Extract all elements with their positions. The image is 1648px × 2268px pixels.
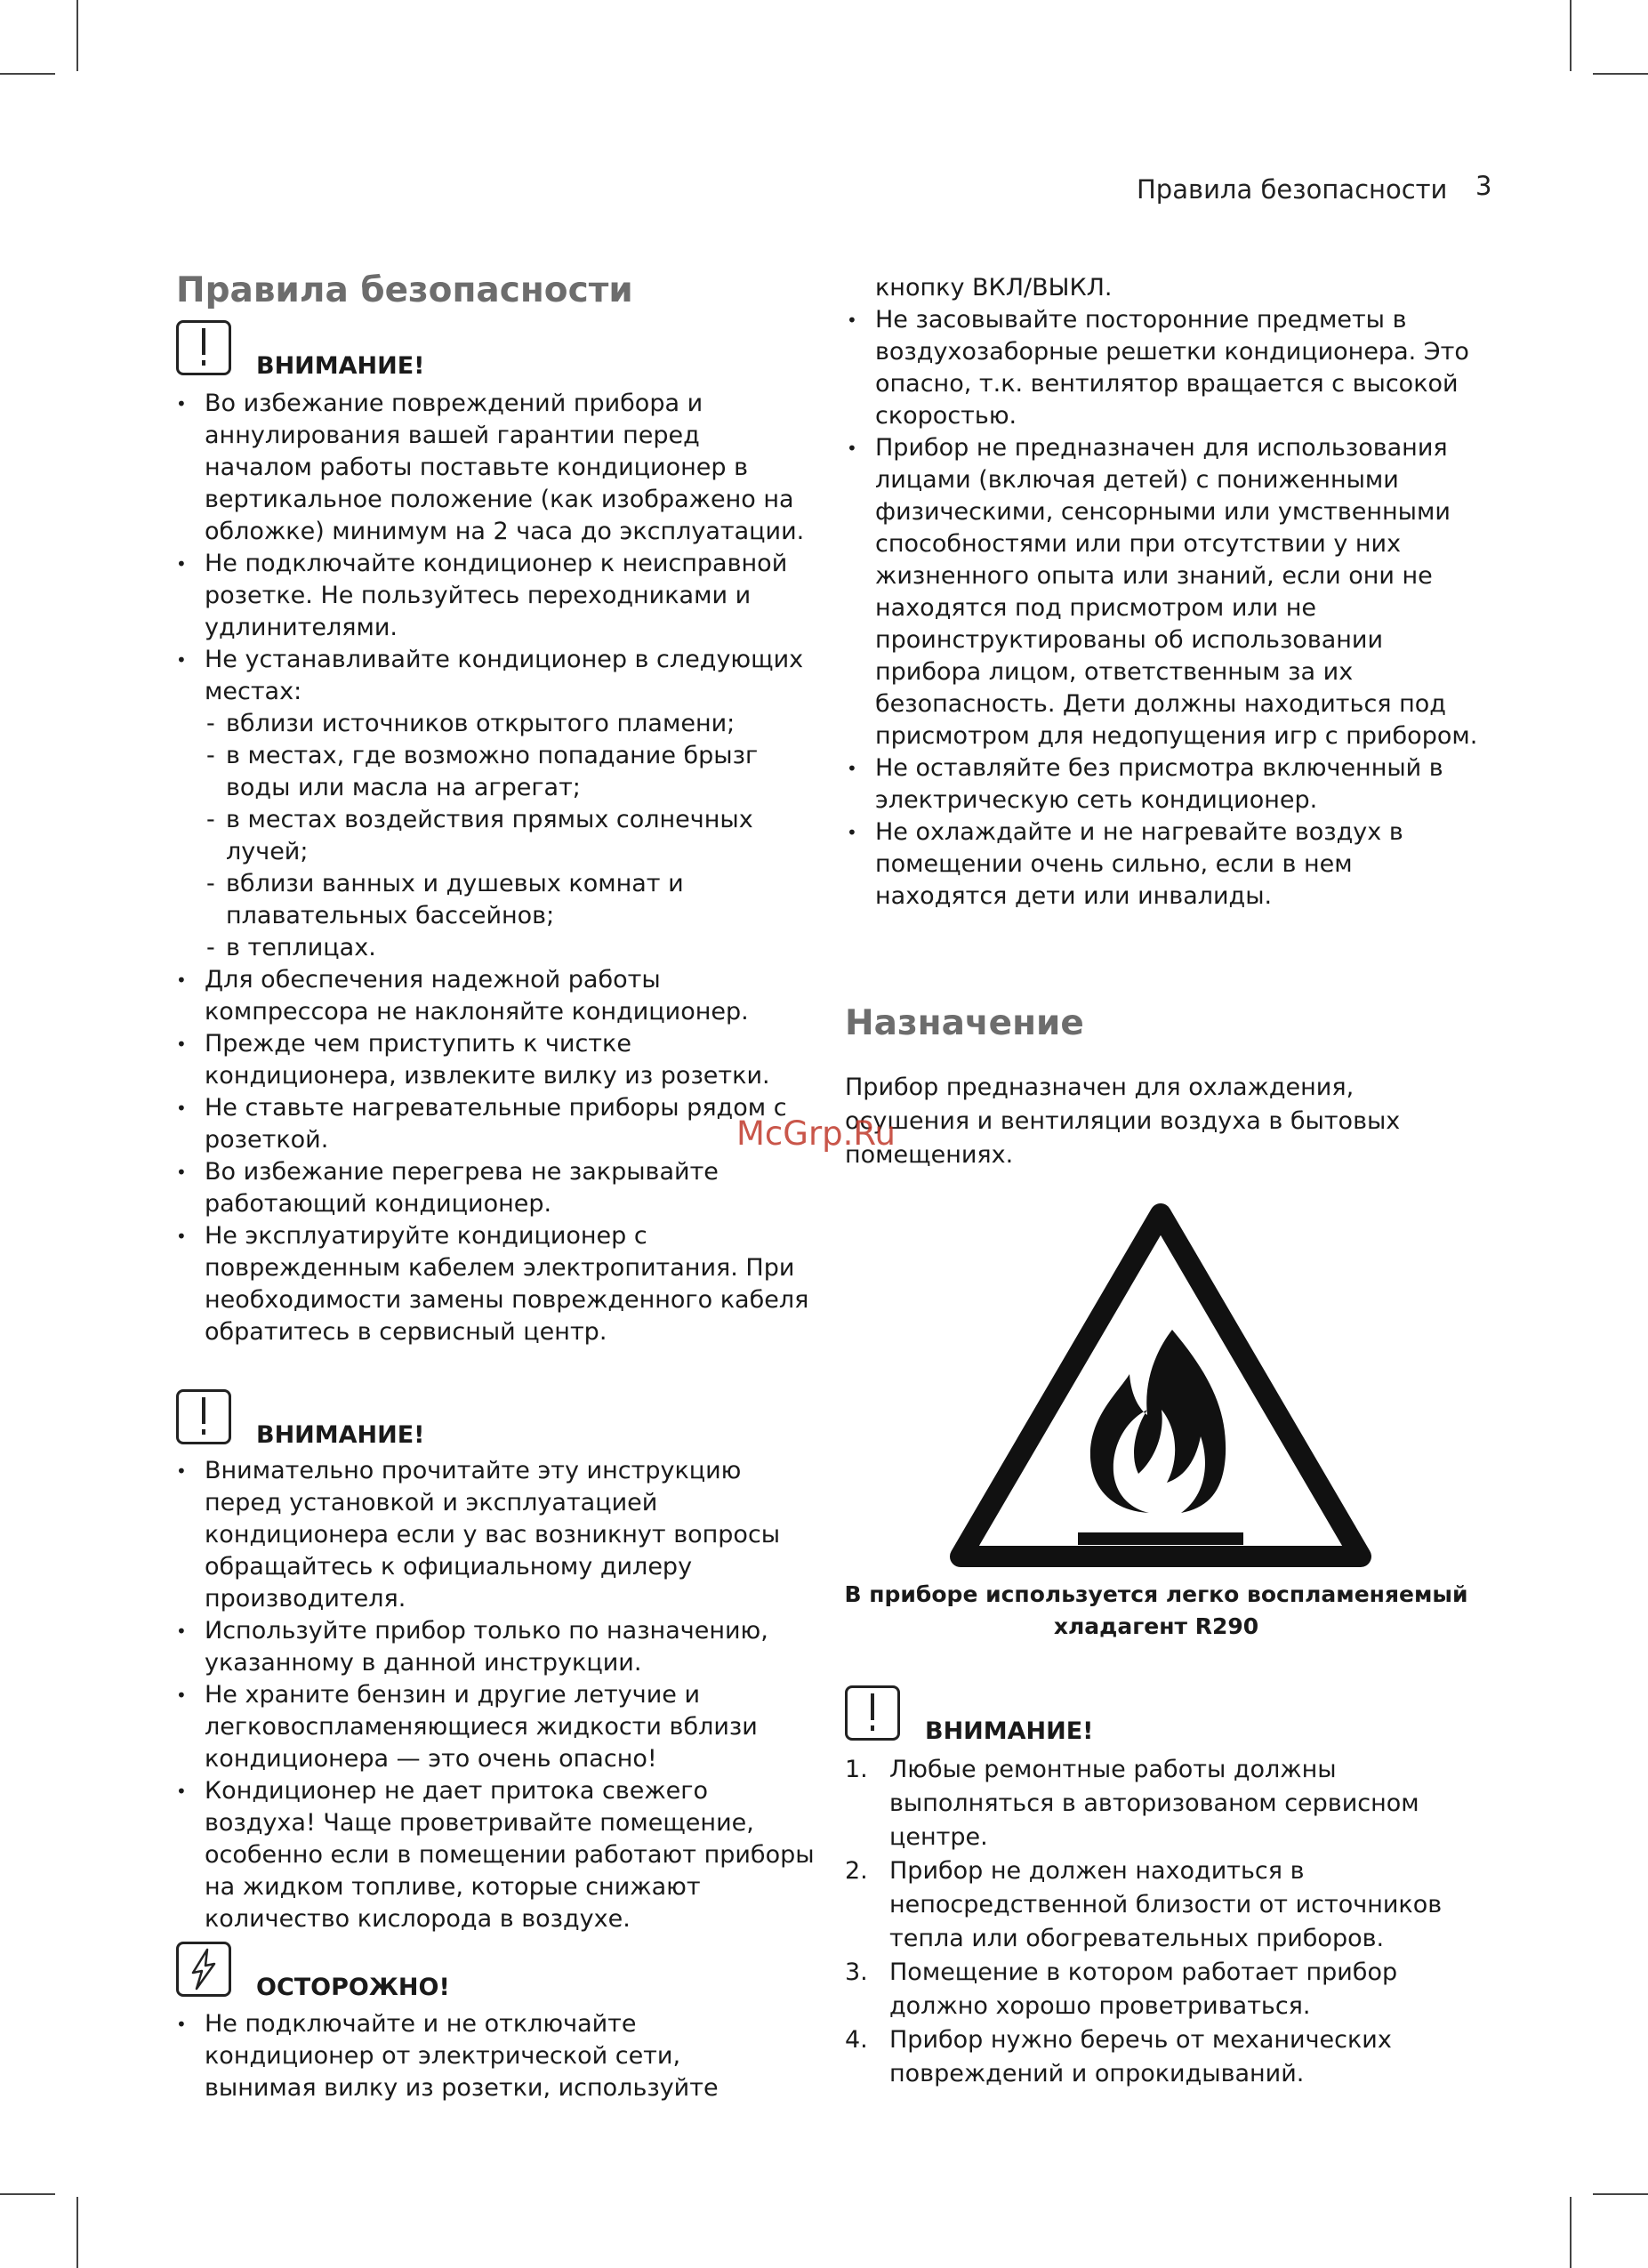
exclamation-icon (176, 1389, 231, 1444)
notice-label: ВНИМАНИЕ! (256, 352, 425, 380)
notice-label: ВНИМАНИЕ! (256, 1421, 425, 1449)
exclamation-icon (845, 1685, 900, 1741)
item-text: Прибор не должен находиться в непосредственной близости от источников тепла или обогревательных приборов. (889, 1857, 1443, 1952)
list-item: • Не эксплуатируйте кондиционер с поврежденным кабелем электропитания. При необходимости замены поврежденного кабеля обратитесь в сервисный центр. (174, 1220, 815, 1348)
list-item: • Не подключайте и не отключайте кондиционер от электрической сети, вынимая вилку из розетки, используйте (174, 2008, 761, 2104)
safety-list-1 (174, 388, 815, 1348)
caution-list (174, 2008, 761, 2104)
list-item: • Прежде чем приступить к чистке кондиционера, извлеките вилку из розетки. (174, 1028, 815, 1092)
list-item: • Прибор не предназначен для использования лицами (включая детей) с пониженными физическими, сенсорными или умственными способностями или при отсутствии у них жизненного опыта или знаний, если они не находятся под присмотром или не проинструктированы об использовании прибора лицом, ответственным за их безопасность. Дети должны находиться под присмотром для недопущения игр с прибором. (845, 432, 1485, 752)
item-text: Любые ремонтные работы должны выполняться в авторизованом сервисном центре. (889, 1756, 1419, 1851)
list-item-text: Не устанавливайте кондиционер в следующих местах: (205, 646, 804, 705)
purpose-text: Прибор предназначен для охлаждения, осушения и вентиляции воздуха в бытовых помещениях. (845, 1074, 1401, 1169)
crop-mark (1593, 73, 1648, 75)
watermark: McGrp.Ru (736, 1114, 896, 1153)
crop-mark (0, 2193, 55, 2195)
list-item-continuation: кнопку ВКЛ/ВЫКЛ. (875, 274, 1113, 302)
sublist-item: - в местах, где возможно попадание брызг воды или масла на агрегат; (205, 740, 815, 804)
crop-mark (1570, 2197, 1572, 2268)
item-number: 2. (845, 1857, 868, 1885)
sublist-item: - в местах воздействия прямых солнечных лучей; (205, 804, 815, 868)
warning-caption: В приборе используется легко воспламеняемый хладагент R290 (844, 1581, 1468, 1639)
list-item: • Для обеспечения надежной работы компрессора не наклоняйте кондиционер. (174, 964, 815, 1028)
list-item: • Не оставляйте без присмотра включенный в электрическую сеть кондиционер. (845, 752, 1485, 816)
item-number: 1. (845, 1756, 868, 1783)
list-item: • Используйте прибор только по назначению, указанному в данной инструкции. (174, 1615, 815, 1679)
numbered-list (845, 1753, 1485, 2091)
flammable-warning-icon (943, 1196, 1379, 1578)
crop-mark (76, 2197, 78, 2268)
list-item: • Не охлаждайте и не нагревайте воздух в помещении очень сильно, если в нем находятся дети или инвалиды. (845, 816, 1485, 913)
section-heading-purpose: Назначение (845, 1003, 1084, 1043)
crop-mark (0, 73, 55, 75)
safety-list-continued (845, 272, 1485, 913)
list-item: • Не ставьте нагревательные приборы рядом с розеткой. (174, 1092, 815, 1156)
exclamation-icon (176, 320, 231, 375)
item-text: Помещение в котором работает прибор должно хорошо проветриваться. (889, 1958, 1398, 2020)
running-header: Правила безопасности (1137, 174, 1448, 205)
lightning-icon (176, 1942, 231, 1997)
safety-list-2 (174, 1455, 815, 1935)
list-item: • Не храните бензин и другие летучие и легковоспламеняющиеся жидкости вблизи кондиционера — это очень опасно! (174, 1679, 815, 1775)
sublist (205, 708, 815, 964)
numbered-item (845, 2023, 1485, 2091)
item-text: Прибор нужно беречь от механических повреждений и опрокидываний. (889, 2026, 1392, 2087)
list-item: • Не засовывайте посторонние предметы в воздухозаборные решетки кондиционера. Это опасно, т.к. вентилятор вращается с высокой скоростью. (845, 304, 1485, 432)
notice-attention-3 (845, 1685, 1201, 1746)
sublist-item: - вблизи ванных и душевых комнат и плавательных бассейнов; (205, 868, 815, 932)
sublist-item: - вблизи источников открытого пламени; (205, 708, 815, 740)
notice-label: ОСТОРОЖНО! (256, 1974, 450, 2001)
item-number: 3. (845, 1958, 868, 1986)
list-item (174, 644, 815, 964)
list-item: • Кондиционер не дает притока свежего воздуха! Чаще проветривайте помещение, особенно если в помещении работают приборы на жидком топливе, которые снижают количество кислорода в воздухе. (174, 1775, 815, 1935)
notice-caution (176, 1942, 532, 2002)
list-item: • Не подключайте кондиционер к неисправной розетке. Не пользуйтесь переходниками и удлинителями. (174, 548, 815, 644)
list-item: • Во избежание повреждений прибора и аннулирования вашей гарантии перед началом работы поставьте кондиционер в вертикальное положение (как изображено на обложке) минимум на 2 часа до эксплуатации. (174, 388, 815, 548)
notice-label: ВНИМАНИЕ! (925, 1717, 1094, 1745)
notice-attention-2 (176, 1389, 532, 1450)
crop-mark (1593, 2193, 1648, 2195)
crop-mark (76, 0, 78, 71)
item-number: 4. (845, 2026, 868, 2054)
numbered-item (845, 1956, 1485, 2023)
numbered-item (845, 1854, 1485, 1956)
crop-mark (1570, 0, 1572, 71)
sublist-item: - в теплицах. (205, 932, 815, 964)
page-number: 3 (1475, 171, 1492, 201)
numbered-item (845, 1753, 1485, 1854)
list-item: • Во избежание перегрева не закрывайте работающий кондиционер. (174, 1156, 815, 1220)
notice-attention-1 (176, 320, 532, 381)
list-item: • Внимательно прочитайте эту инструкцию перед установкой и эксплуатацией кондиционера если у вас возникнут вопросы обращайтесь к официальному дилеру производителя. (174, 1455, 815, 1615)
section-heading-safety: Правила безопасности (176, 270, 633, 310)
